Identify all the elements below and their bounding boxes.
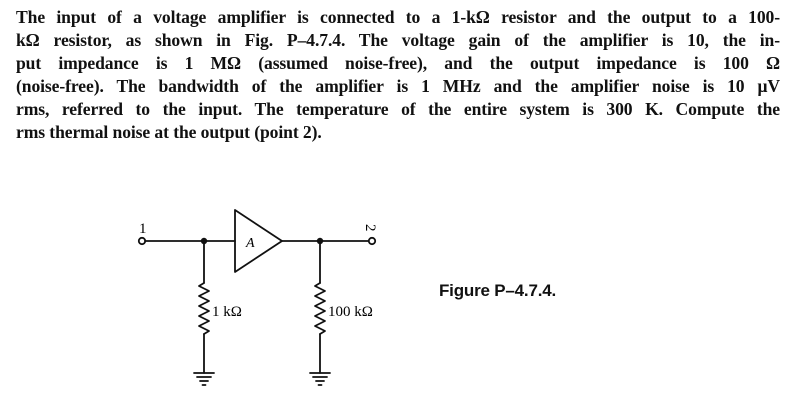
problem-line: rms, referred to the input. The temperature of the entire system is 300 K. Compute the	[16, 99, 780, 119]
problem-line: (noise-free). The bandwidth of the amplifier is 1 MHz and the amplifier noise is 10 μV	[16, 76, 780, 96]
input-junction-dot	[201, 238, 207, 244]
figure-caption: Figure P–4.7.4.	[439, 281, 556, 300]
output-resistor-label: 100 kΩ	[328, 304, 373, 320]
amplifier-triangle	[235, 210, 282, 272]
amplifier-label: A	[246, 236, 255, 251]
output-terminal	[369, 238, 375, 244]
input-resistor-label: 1 kΩ	[212, 304, 242, 320]
problem-line: The input of a voltage amplifier is connected to a 1-kΩ resistor and the output to a 100-	[16, 7, 780, 27]
node-1-label: 1	[139, 221, 147, 237]
problem-line: kΩ resistor, as shown in Fig. P–4.7.4. The voltage gain of the amplifier is 10, the in-	[16, 30, 780, 50]
output-junction-dot	[317, 238, 323, 244]
node-2-label: 2	[362, 224, 378, 232]
input-resistor	[199, 283, 209, 334]
problem-line: put impedance is 1 MΩ (assumed noise-free), and the output impedance is 100 Ω	[16, 53, 780, 73]
output-resistor	[315, 283, 325, 334]
problem-line: rms thermal noise at the output (point 2).	[16, 122, 322, 142]
